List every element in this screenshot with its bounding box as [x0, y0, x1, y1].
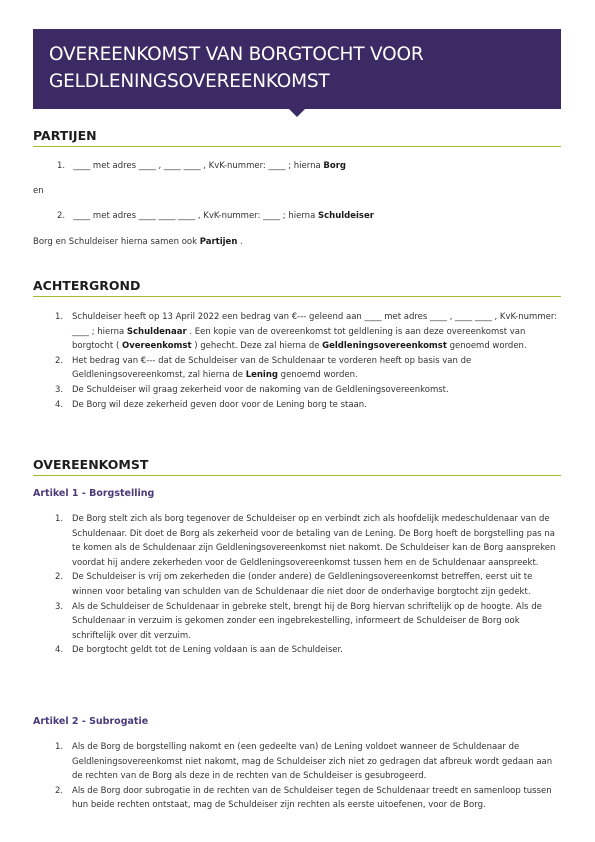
- banner-notch: [289, 109, 305, 117]
- list-item: 3. Als de Schuldeiser de Schuldenaar in gebreke stelt, brengt hij de Borg hiervan schriftelijk op de hoogte. Als de Schuldenaar in verzuim is gekomen zonder een ingebrekestelling, informeert de Schuldeiser de Borg ook schriftelijk over dit verzuim.: [55, 601, 542, 641]
- list-item: 1. Schuldeiser heeft op 13 April 2022 een bedrag van €--- geleend aan ____ met adres ____ , ____ ____ , KvK-nummer: ____ ; hierna Schuldenaar . Een kopie van de overeenkomst tot geldlening is aan deze overeenkomst van borgtocht ( Overeenkomst ) gehecht. Deze zal hierna de Geldleningsovereenkomst genoemd worden.: [55, 312, 558, 352]
- list-item: 4. De borgtocht geldt tot de Lening voldaan is aan de Schuldeiser.: [55, 645, 343, 656]
- party-borg: 1. ____ met adres ____ , ____ ____ , KvK-nummer: ____ ; hierna Borg: [57, 161, 346, 171]
- article-1-title: Artikel 1 - Borgstelling: [33, 488, 155, 499]
- achtergrond-list: [55, 310, 562, 412]
- title-banner: [33, 29, 561, 109]
- section-heading-achtergrond: ACHTERGROND: [33, 278, 561, 297]
- document-title: OVEREENKOMST VAN BORGTOCHT VOOR GELDLENINGSOVEREENKOMST: [49, 44, 424, 92]
- list-item: 2. Als de Borg door subrogatie in de rechten van de Schuldeiser tegen de Schuldenaar treedt en samenloop tussen hun beide rechten ontstaat, mag de Schuldeiser zijn rechten als eerste uitoefenen, voor de Borg.: [55, 785, 552, 811]
- section-heading-overeenkomst: OVEREENKOMST: [33, 457, 561, 476]
- list-item: 1. De Borg stelt zich als borg tegenover de Schuldeiser op en verbindt zich als hoofdelijk medeschuldenaar van de Schuldenaar. Dit doet de Borg als zekerheid voor de betaling van de Lening. De Borg hoeft de borgstelling pas na te komen als de Schuldenaar zijn Geldleningsovereenkomst niet nakomt. De Schuldeiser kan de Borg aanspreken voordat hij andere zekerheden voor de Geldleningsovereenkomst tussen hem en de Schuldenaar aanspreekt.: [55, 514, 556, 568]
- list-item: 4. De Borg wil deze zekerheid geven door voor de Lening borg te staan.: [55, 399, 367, 410]
- list-item: 2. Het bedrag van €--- dat de Schuldeiser van de Schuldenaar te vorderen heeft op basis van de Geldleningsovereenkomst, zal hierna de Lening genoemd worden.: [55, 355, 472, 381]
- conjunction-en: en: [33, 186, 44, 196]
- parties-together: Borg en Schuldeiser hierna samen ook Partijen .: [33, 237, 243, 247]
- article-2-title: Artikel 2 - Subrogatie: [33, 716, 149, 727]
- party-schuldeiser: 2. ____ met adres ____ ____ ____ , KvK-nummer: ____ ; hierna Schuldeiser: [57, 211, 374, 221]
- section-heading-partijen: PARTIJEN: [33, 128, 561, 147]
- article-2-list: [55, 740, 562, 813]
- list-item: 2. De Schuldeiser is vrij om zekerheden die (onder andere) de Geldleningsovereenkomst betreffen, eerst uit te winnen voor betaling van schulden van de Schuldenaar die niet door de onderhavige borgtocht zijn gedekt.: [55, 572, 533, 597]
- article-1-list: [55, 512, 562, 658]
- list-item: 1. Als de Borg de borgstelling nakomt en (een gedeelte van) de Lening voldoet wanneer de Schuldenaar de Geldleningsovereenkomst niet nakomt, mag de Schuldeiser zich niet zo gedragen dat afbreuk wordt gedaan aan de rechten van de Borg als deze in de rechten van de Schuldeiser is gesubrogeerd.: [55, 742, 553, 782]
- list-item: 3. De Schuldeiser wil graag zekerheid voor de nakoming van de Geldleningsovereenkomst.: [55, 384, 449, 395]
